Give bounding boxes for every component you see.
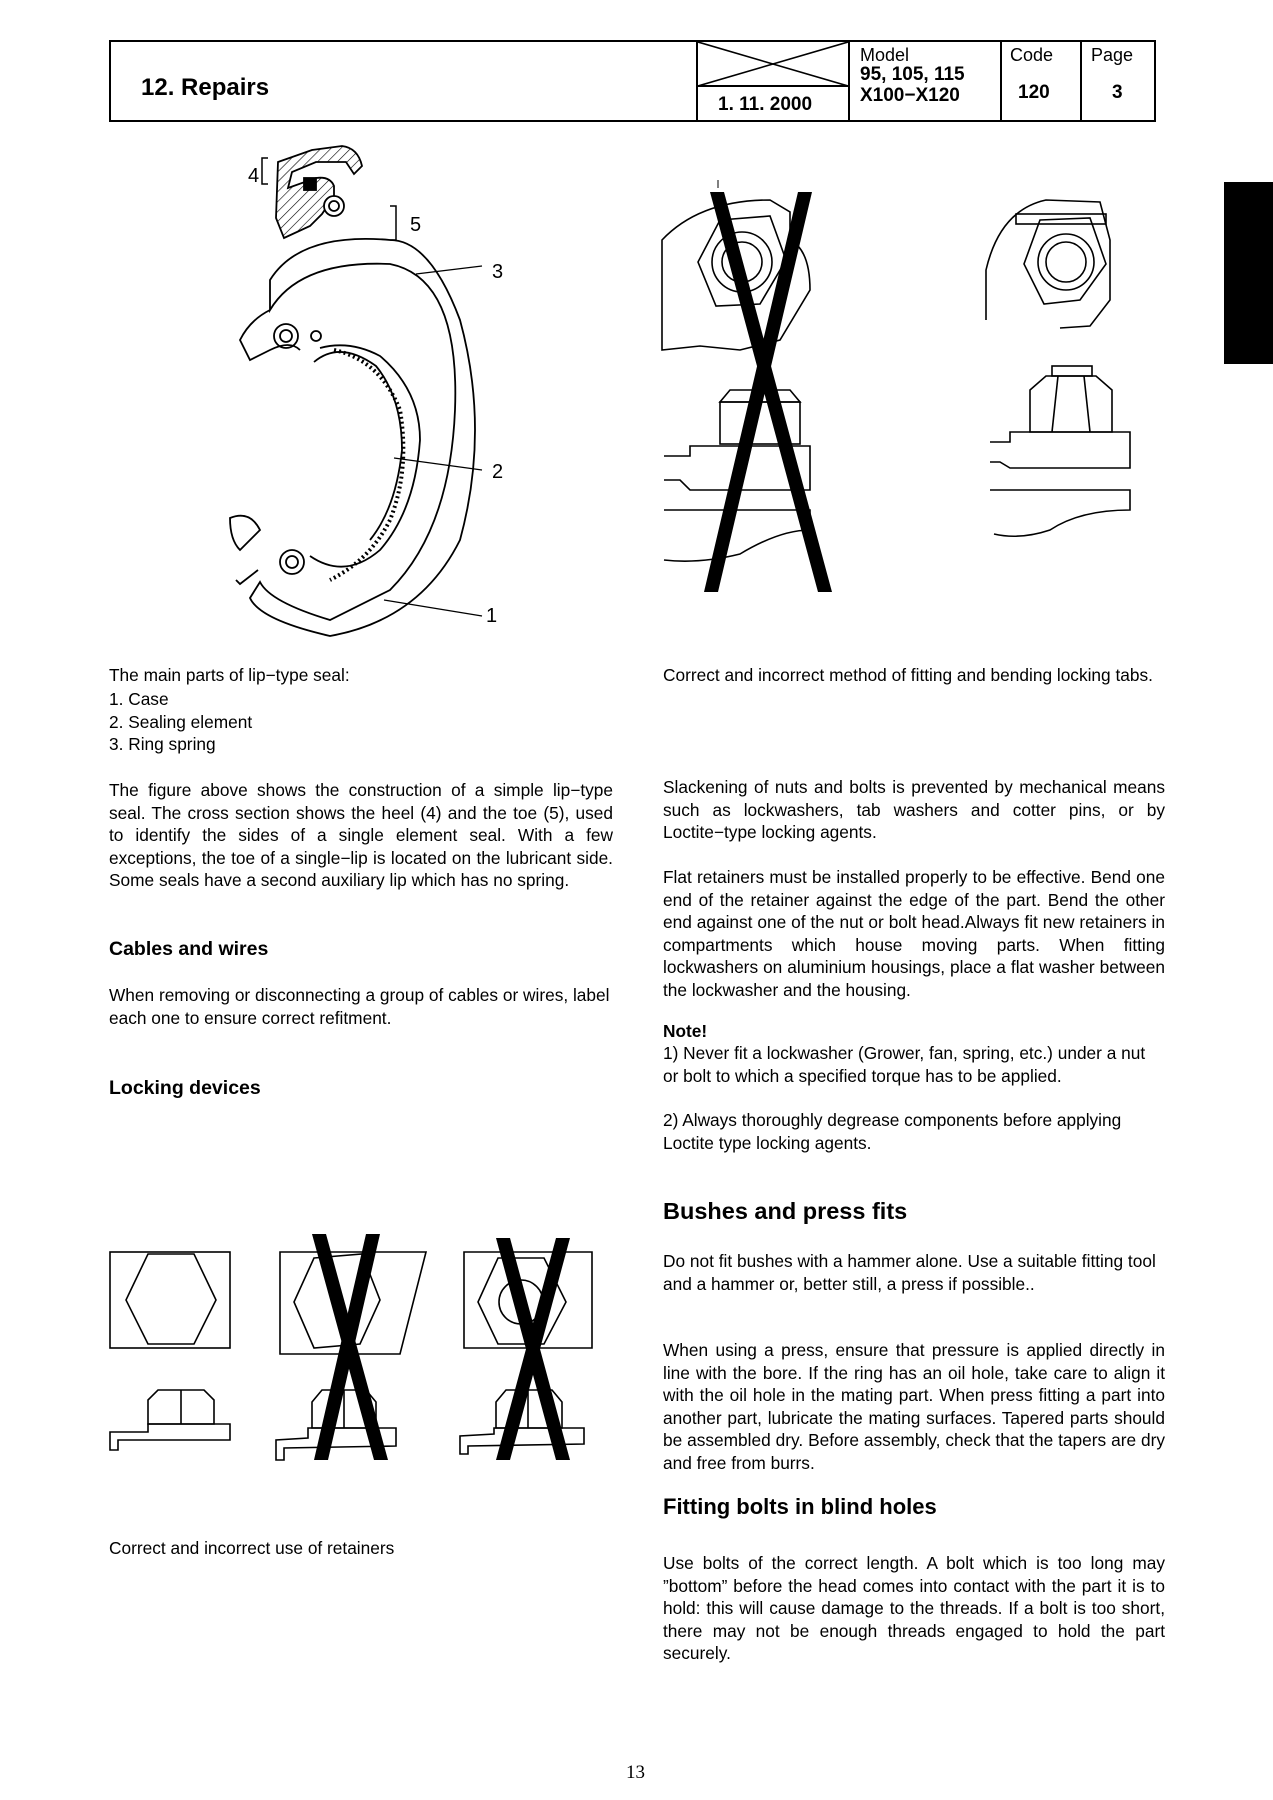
lip-seal-figure xyxy=(230,140,540,640)
locking-tabs-figure xyxy=(660,180,1150,600)
note-1: 1) Never fit a lockwasher (Grower, fan, spring, etc.) under a nut or bolt to which a specified torque has to be applied. xyxy=(663,1043,1146,1086)
tabs-caption: Correct and incorrect method of fitting and bending locking tabs. xyxy=(663,665,1153,685)
seal-paragraph: The figure above shows the construction of a simple lip−type seal. The cross section shows the heel (4) and the toe (5), used to identify the sides of a single element seal. With a few exceptions, the toe of a single−lip is located on the lubricant side. Some seals have a second auxiliary lip which has no spring. xyxy=(109,780,613,890)
list-item: 1. Case xyxy=(109,689,169,709)
code-cell xyxy=(1000,42,1080,120)
bushes-paragraph-1: Do not fit bushes with a hammer alone. Use a suitable fitting tool and a hammer or, better still, a press if possible.. xyxy=(663,1251,1156,1294)
list-item: 3. Ring spring xyxy=(109,734,216,754)
page-cell xyxy=(1080,42,1156,120)
slackening-paragraph: Slackening of nuts and bolts is prevented by mechanical means such as lockwashers, tab washers and cotter pins, or by Loctite−type locking agents. xyxy=(663,777,1165,842)
note-label: Note! xyxy=(663,1021,708,1041)
callout-1: 1 xyxy=(486,605,498,627)
bushes-paragraph-2: When using a press, ensure that pressure is applied directly in line with the bore. If the ring has an oil hole, take care to align it with the oil hole in the mating part. When press fitting a part into another part, lubricate the mating surfaces. Tapered parts should be assembled dry. Before assembly, check that the tapers are dry and free from burrs. xyxy=(663,1340,1165,1473)
parts-intro: The main parts of lip−type seal: xyxy=(109,665,350,685)
retainers-caption: Correct and incorrect use of retainers xyxy=(109,1538,395,1558)
code-label: Code xyxy=(1010,45,1054,65)
incorrect-cross-mark-icon xyxy=(496,1238,570,1460)
model-cell xyxy=(848,42,1000,120)
seal-parts-list xyxy=(109,688,252,756)
note-2: 2) Always thoroughly degrease components before applying Loctite type locking agents. xyxy=(663,1110,1122,1153)
page-label: Page xyxy=(1091,45,1134,65)
callout-4: 4 xyxy=(248,165,260,187)
cables-heading: Cables and wires xyxy=(109,938,269,960)
model-value-2: X100−X120 xyxy=(860,85,960,106)
correct-retainer xyxy=(110,1252,230,1450)
incorrect-cross-mark-icon xyxy=(704,180,832,592)
callout-2: 2 xyxy=(492,461,504,483)
retainers-figure xyxy=(108,1228,598,1468)
seal-cross-section xyxy=(276,146,362,238)
model-label: Model xyxy=(860,45,910,65)
revision-date: 1. 11. 2000 xyxy=(718,94,813,115)
section-title: 12. Repairs xyxy=(141,74,270,101)
list-item: 2. Sealing element xyxy=(109,711,253,732)
cables-paragraph: When removing or disconnecting a group of cables or wires, label each one to ensure correct refitment. xyxy=(109,985,610,1028)
locking-heading: Locking devices xyxy=(109,1077,261,1099)
date-cell xyxy=(696,42,848,120)
model-value-1: 95, 105, 115 xyxy=(860,64,965,85)
page-number: 13 xyxy=(626,1762,645,1783)
flat-retainers-paragraph: Flat retainers must be installed properly to be effective. Bend one end of the retainer against the edge of the part. Bend the other end against one of the nut or bolt head.Always fit new retainers in compartments which house moving parts. When fitting lockwashers on aluminium housings, place a flat washer between the lockwasher and the housing. xyxy=(663,867,1165,1000)
correct-tab-fitting xyxy=(986,200,1130,536)
bushes-heading: Bushes and press fits xyxy=(663,1198,908,1224)
callout-3: 3 xyxy=(492,261,504,283)
crossed-box-icon xyxy=(698,42,848,87)
page-value: 3 xyxy=(1112,82,1123,103)
code-value: 120 xyxy=(1018,82,1050,103)
seal-body xyxy=(230,239,475,636)
callout-5: 5 xyxy=(410,214,422,236)
chapter-tab-marker xyxy=(1224,182,1273,364)
page-header xyxy=(109,40,1156,122)
blind-holes-heading: Fitting bolts in blind holes xyxy=(663,1494,937,1519)
blind-holes-paragraph: Use bolts of the correct length. A bolt which is too long may ”bottom” before the head comes into contact with the part it is to hold: this will cause damage to the threads. If a bolt is too short, there may not be enough threads engaged to hold the part securely. xyxy=(663,1553,1165,1663)
